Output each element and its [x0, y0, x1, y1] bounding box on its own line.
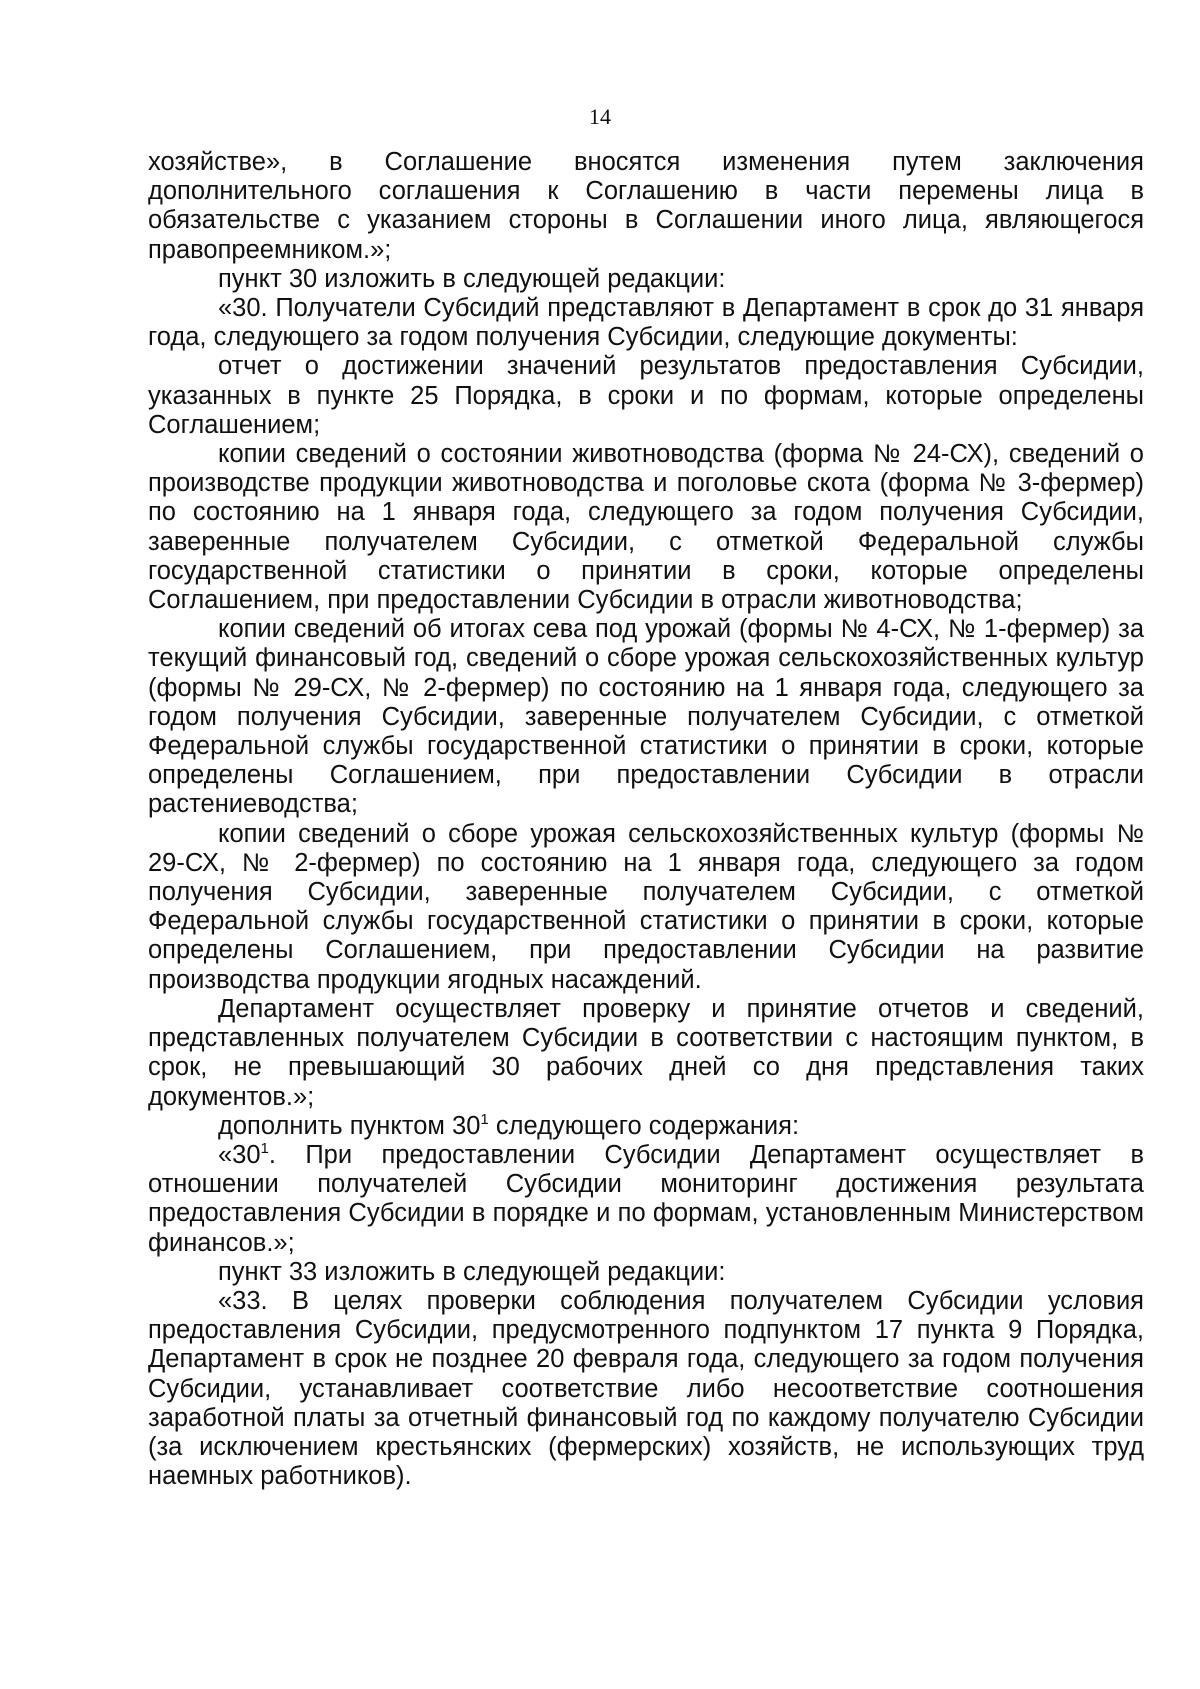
- paragraph-point-30: «30. Получатели Субсидий представляют в Департамент в срок до 31 января года, следующего за годом получения Субсидии, следующие документы:: [148, 294, 1144, 352]
- paragraph-continuation: хозяйстве», в Соглашение вносятся изменения путем заключения дополнительного соглашения к Соглашению в части перемены лица в обязательстве с указанием стороны в Соглашении иного лица, являющегося правопреемником.»;: [148, 148, 1144, 264]
- paragraph-department-check: Департамент осуществляет проверку и принятие отчетов и сведений, представленных получателем Субсидии в соответствии с настоящим пунктом, в срок, не превышающий 30 рабочих дней со дня представления таких документов.»;: [148, 994, 1144, 1111]
- paragraph-add-point-30-1: [148, 1112, 1144, 1141]
- paragraph-amend-point-33: пункт 33 изложить в следующей редакции:: [218, 1257, 726, 1286]
- text-after-superscript: следующего содержания:: [488, 1111, 800, 1140]
- paragraph-point-33: «33. В целях проверки соблюдения получателем Субсидии условия предоставления Субсидии, предусмотренного подпунктом 17 пункта 9 Порядка, Департамент в срок не позднее 20 февраля года, следующего за годом получения Субсидии, устанавливает соответствие либо несоответствие соотношения заработной платы за отчетный финансовый год по каждому получателю Субсидии (за исключением крестьянских (фермерских) хозяйств, не использующих труд наемных работников).: [148, 1286, 1144, 1491]
- paragraph-livestock-copies: копии сведений о состоянии животноводства (форма № 24-СХ), сведений о производстве продукции животноводства и поголовье скота (форма № 3-фермер) по состоянию на 1 января года, следующего за годом получения Субсидии, заверенные получателем Субсидии, с отметкой Федеральной службы государственной статистики о принятии в сроки, которые определены Соглашением, при предоставлении Субсидии в отрасли животноводства;: [148, 440, 1144, 615]
- paragraph-crop-copies: копии сведений об итогах сева под урожай (формы № 4-СХ, № 1-фермер) за текущий финансовый год, сведений о сборе урожая сельскохозяйственных культур (формы № 29-СХ, № 2-фермер) по состоянию на 1 января года, следующего за годом получения Субсидии, заверенные получателем Субсидии, с отметкой Федеральной службы государственной статистики о принятии в сроки, которые определены Соглашением, при предоставлении Субсидии в отрасли растениеводства;: [148, 615, 1144, 819]
- paragraph-point-30-1: [148, 1141, 1144, 1258]
- document-body: [148, 148, 1144, 1491]
- text-after-superscript: . При предоставлении Субсидии Департамент осуществляет в отношении получателей Субсидии мониторинг достижения результата предоставления Субсидии в порядке и по формам, установленным Министерством финансов.»;: [148, 1140, 1144, 1257]
- superscript: 1: [260, 1139, 269, 1157]
- superscript: 1: [480, 1110, 489, 1128]
- text-before-superscript: дополнить пунктом 30: [218, 1111, 481, 1140]
- page-number: 14: [589, 104, 611, 129]
- paragraph-berry-copies: копии сведений о сборе урожая сельскохозяйственных культур (формы № 29-СХ, № 2-фермер) по состоянию на 1 января года, следующего за годом получения Субсидии, заверенные получателем Субсидии, с отметкой Федеральной службы государственной статистики о принятии в сроки, которые определены Соглашением, при предоставлении Субсидии на развитие производства продукции ягодных насаждений.: [148, 819, 1144, 994]
- paragraph-report-results: отчет о достижении значений результатов предоставления Субсидии, указанных в пункте 25 Порядка, в сроки и по формам, которые определены Соглашением;: [148, 352, 1144, 439]
- paragraph-amend-point-30: пункт 30 изложить в следующей редакции:: [218, 264, 726, 293]
- text-before-superscript: «30: [218, 1140, 261, 1169]
